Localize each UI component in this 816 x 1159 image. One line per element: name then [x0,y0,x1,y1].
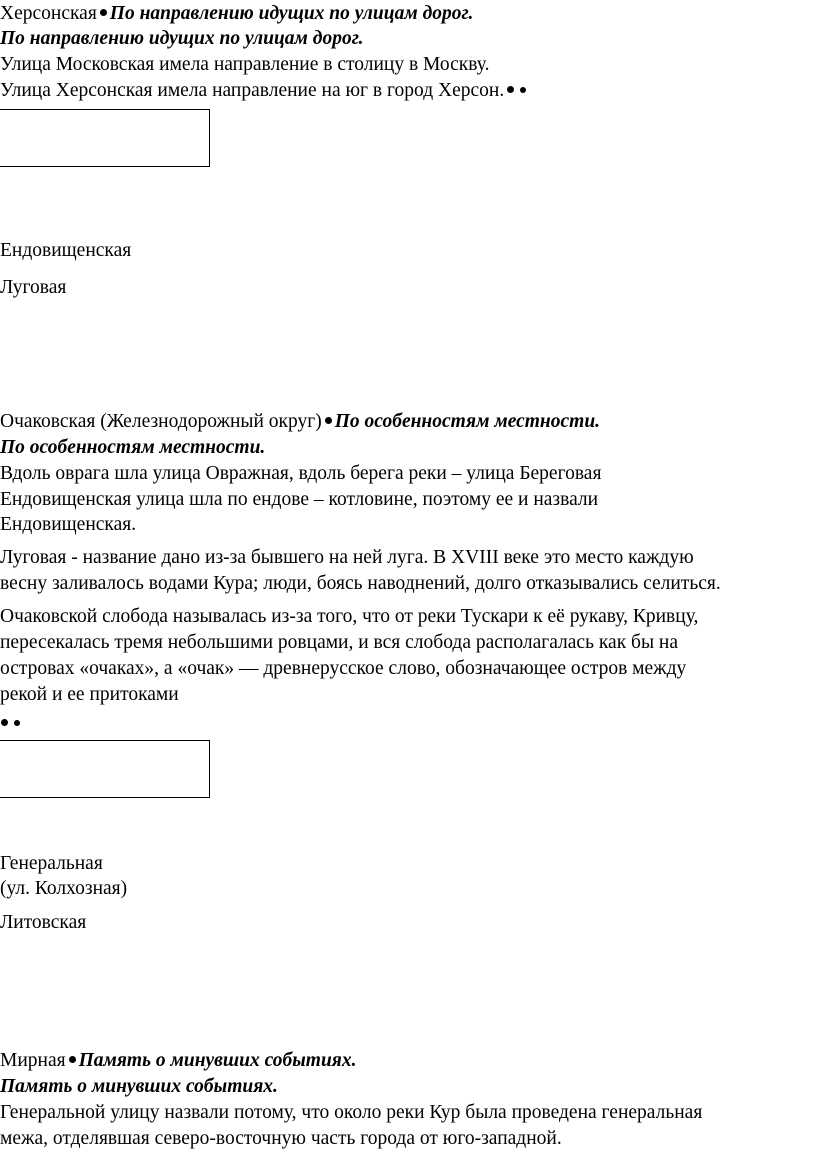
section2-line7: пересекалась тремя небольшими ровцами, и вся слобода располагалась как бы на [0,632,679,653]
label-lugovaya: Луговая [0,277,67,298]
section1-title-line [0,2,473,26]
bullet-icon [100,9,107,16]
section1-line2-row [0,79,529,103]
label-generalnaya: Генеральная [0,853,103,874]
section2-line2: Ендовищенская улица шла по ендове – котловине, поэтому ее и назвали [0,489,599,510]
section1-heading-repeat: По направлению идущих по улицам дорог. [0,28,364,49]
bullet-icon [14,720,20,726]
label-litovskaya: Литовская [0,912,87,933]
label-kolkhoznaya: (ул. Колхозная) [0,878,128,899]
section1-line1: Улица Московская имела направление в столицу в Москву. [0,54,490,75]
section1-label: Херсонская [0,3,97,24]
bullet-row [0,712,23,736]
section2-line6: Очаковской слобода называлась из-за того, что от реки Тускари к её рукаву, Кривцу, [0,606,699,627]
section2-heading-repeat: По особенностям местности. [0,437,266,458]
bullet-icon [507,86,514,93]
empty-frame [0,109,210,167]
section2-line4: Луговая - название дано из-за бывшего на ней луга. В XVIII веке это место каждую [0,547,694,568]
section3-heading: Память о минувших событиях. [78,1050,357,1071]
section2-line1: Вдоль оврага шла улица Овражная, вдоль берега реки – улица Береговая [0,463,602,484]
section2-line5: весну заливалось водами Кура; люди, боясь наводнений, долго отказывались селиться. [0,573,721,594]
label-endovishchenskaya: Ендовищенская [0,240,132,261]
section3-heading-repeat: Память о минувших событиях. [0,1076,278,1097]
bullet-icon [69,1056,76,1063]
section2-title-line [0,410,600,434]
bullet-icon [520,87,526,93]
section1-line2: Улица Херсонская имела направление на юг в город Херсон. [0,80,505,101]
section2-line9: рекой и ее притоками [0,684,179,705]
section2-heading: По особенностям местности. [334,411,601,432]
section3-line2: межа, отделявшая северо-восточную часть города от юго-западной. [0,1128,562,1149]
section3-label: Мирная [0,1050,66,1071]
section1-heading: По направлению идущих по улицам дорог. [109,3,474,24]
bullet-icon [1,719,8,726]
section2-line3: Ендовищенская. [0,514,137,535]
section2-label: Очаковская (Железнодорожный округ) [0,411,322,432]
section2-line8: островах «очаках», а «очак» — древнерусское слово, обозначающее остров между [0,658,687,679]
section3-line1: Генеральной улицу назвали потому, что около реки Кур была проведена генеральная [0,1102,703,1123]
empty-frame [0,740,210,798]
bullet-icon [325,417,332,424]
section3-title-line [0,1049,356,1073]
